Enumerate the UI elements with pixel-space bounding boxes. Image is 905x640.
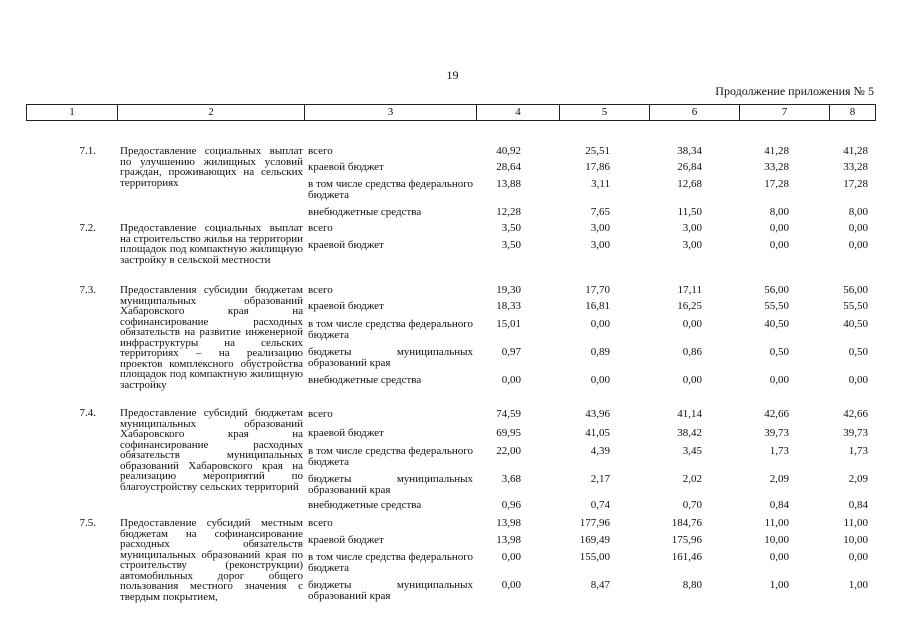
funding-source: в том числе средства федерального бюджета bbox=[308, 445, 473, 468]
value-cell: 16,81 bbox=[585, 300, 610, 312]
column-header: 5 bbox=[601, 106, 608, 118]
column-header: 8 bbox=[849, 106, 856, 118]
value-cell: 41,28 bbox=[843, 145, 868, 157]
value-cell: 10,00 bbox=[764, 534, 789, 546]
value-cell: 55,50 bbox=[843, 300, 868, 312]
measure-description: Предоставление социальных выплат на строительство жилья на территории площадок под компактную жилищную застройку в сельской местности bbox=[120, 222, 303, 266]
value-cell: 0,74 bbox=[590, 499, 610, 511]
value-cell: 56,00 bbox=[764, 284, 789, 296]
column-header: 3 bbox=[387, 106, 394, 118]
value-cell: 3,45 bbox=[682, 445, 702, 457]
value-cell: 0,00 bbox=[769, 551, 789, 563]
value-cell: 1,73 bbox=[848, 445, 868, 457]
value-cell: 0,00 bbox=[848, 222, 868, 234]
funding-source: бюджеты муниципальных образований края bbox=[308, 579, 473, 602]
value-cell: 11,50 bbox=[677, 206, 702, 218]
value-cell: 8,80 bbox=[682, 579, 702, 591]
value-cell: 42,66 bbox=[764, 408, 789, 420]
value-cell: 0,84 bbox=[769, 499, 789, 511]
value-cell: 2,09 bbox=[848, 473, 868, 485]
value-cell: 0,00 bbox=[501, 551, 521, 563]
value-cell: 0,70 bbox=[682, 499, 702, 511]
value-cell: 0,00 bbox=[682, 318, 702, 330]
funding-source: внебюджетные средства bbox=[308, 499, 422, 511]
value-cell: 18,33 bbox=[496, 300, 521, 312]
value-cell: 17,28 bbox=[843, 178, 868, 190]
continuation-label: Продолжение приложения № 5 bbox=[715, 84, 874, 98]
funding-source: в том числе средства федерального бюджета bbox=[308, 551, 473, 574]
value-cell: 1,73 bbox=[769, 445, 789, 457]
value-cell: 25,51 bbox=[585, 145, 610, 157]
measure-description: Предоставления субсидии бюджетам муниципальных образований Хабаровского края на софинансирование расходных обязательств на развитие инженерной инфраструктуры на сельских территориях – на реализацию проектов комплексного обустройства площадок под компактную жилищную застройку bbox=[120, 284, 303, 391]
row-number: 7.4. bbox=[79, 407, 96, 419]
value-cell: 26,84 bbox=[677, 161, 702, 173]
value-cell: 0,50 bbox=[769, 346, 789, 358]
value-cell: 22,00 bbox=[496, 445, 521, 457]
funding-source: краевой бюджет bbox=[308, 534, 384, 546]
value-cell: 40,50 bbox=[764, 318, 789, 330]
value-cell: 8,00 bbox=[769, 206, 789, 218]
funding-source: всего bbox=[308, 517, 333, 529]
column-header: 6 bbox=[691, 106, 698, 118]
funding-source: краевой бюджет bbox=[308, 239, 384, 251]
measure-description: Предоставление субсидий местным бюджетам на софинансирование расходных обязательств муниципальных образований края по строительству (реконструкции) автомобильных дорог общего пользования местного значения с твердым покрытием, bbox=[120, 517, 303, 603]
column-header: 2 bbox=[208, 106, 214, 118]
value-cell: 11,00 bbox=[843, 517, 868, 529]
value-cell: 8,47 bbox=[590, 579, 610, 591]
value-cell: 177,96 bbox=[579, 517, 610, 529]
value-cell: 69,95 bbox=[496, 427, 521, 439]
value-cell: 39,73 bbox=[764, 427, 789, 439]
value-cell: 4,39 bbox=[590, 445, 610, 457]
value-cell: 161,46 bbox=[671, 551, 702, 563]
value-cell: 0,00 bbox=[769, 374, 789, 386]
value-cell: 3,50 bbox=[501, 222, 521, 234]
value-cell: 55,50 bbox=[764, 300, 789, 312]
value-cell: 41,28 bbox=[764, 145, 789, 157]
row-number: 7.3. bbox=[79, 284, 96, 296]
funding-source: краевой бюджет bbox=[308, 427, 384, 439]
value-cell: 13,98 bbox=[496, 517, 521, 529]
value-cell: 0,00 bbox=[769, 222, 789, 234]
measure-description: Предоставление субсидий бюджетам муниципальных образований Хабаровского края на софинансирование расходных обязательств муниципальных образований Хабаровского края на реализацию мероприятий по благоустройству сельских территорий bbox=[120, 407, 303, 493]
value-cell: 33,28 bbox=[764, 161, 789, 173]
value-cell: 12,28 bbox=[496, 206, 521, 218]
value-cell: 7,65 bbox=[590, 206, 610, 218]
value-cell: 0,96 bbox=[501, 499, 521, 511]
value-cell: 0,00 bbox=[848, 239, 868, 251]
value-cell: 11,00 bbox=[764, 517, 789, 529]
value-cell: 3,68 bbox=[501, 473, 521, 485]
value-cell: 12,68 bbox=[677, 178, 702, 190]
funding-source: всего bbox=[308, 145, 333, 157]
value-cell: 15,01 bbox=[496, 318, 521, 330]
funding-source: всего bbox=[308, 408, 333, 420]
funding-source: краевой бюджет bbox=[308, 300, 384, 312]
column-header: 4 bbox=[515, 106, 521, 118]
value-cell: 28,64 bbox=[496, 161, 521, 173]
value-cell: 13,88 bbox=[496, 178, 521, 190]
value-cell: 38,34 bbox=[677, 145, 702, 157]
value-cell: 0,86 bbox=[682, 346, 702, 358]
value-cell: 169,49 bbox=[579, 534, 610, 546]
value-cell: 17,86 bbox=[585, 161, 610, 173]
value-cell: 39,73 bbox=[843, 427, 868, 439]
value-cell: 0,89 bbox=[590, 346, 610, 358]
funding-source: внебюджетные средства bbox=[308, 374, 422, 386]
value-cell: 33,28 bbox=[843, 161, 868, 173]
value-cell: 0,00 bbox=[590, 374, 610, 386]
funding-source: в том числе средства федерального бюджета bbox=[308, 318, 473, 341]
value-cell: 40,92 bbox=[496, 145, 521, 157]
value-cell: 3,00 bbox=[682, 239, 702, 251]
funding-source: в том числе средства федерального бюджета bbox=[308, 178, 473, 201]
value-cell: 0,00 bbox=[769, 239, 789, 251]
value-cell: 74,59 bbox=[496, 408, 521, 420]
value-cell: 1,00 bbox=[769, 579, 789, 591]
value-cell: 40,50 bbox=[843, 318, 868, 330]
value-cell: 3,00 bbox=[590, 222, 610, 234]
value-cell: 0,00 bbox=[590, 318, 610, 330]
value-cell: 10,00 bbox=[843, 534, 868, 546]
value-cell: 17,28 bbox=[764, 178, 789, 190]
value-cell: 42,66 bbox=[843, 408, 868, 420]
value-cell: 13,98 bbox=[496, 534, 521, 546]
row-number: 7.5. bbox=[79, 517, 96, 529]
value-cell: 3,11 bbox=[591, 178, 610, 190]
funding-source: внебюджетные средства bbox=[308, 206, 422, 218]
value-cell: 0,97 bbox=[501, 346, 521, 358]
value-cell: 2,17 bbox=[590, 473, 610, 485]
funding-source: всего bbox=[308, 222, 333, 234]
column-header: 1 bbox=[69, 106, 75, 118]
value-cell: 17,70 bbox=[585, 284, 610, 296]
value-cell: 38,42 bbox=[677, 427, 702, 439]
value-cell: 16,25 bbox=[677, 300, 702, 312]
value-cell: 19,30 bbox=[496, 284, 521, 296]
value-cell: 184,76 bbox=[671, 517, 702, 529]
funding-source: бюджеты муниципальных образований края bbox=[308, 346, 473, 369]
funding-source: бюджеты муниципальных образований края bbox=[308, 473, 473, 496]
funding-source: краевой бюджет bbox=[308, 161, 384, 173]
value-cell: 41,05 bbox=[585, 427, 610, 439]
value-cell: 0,00 bbox=[848, 551, 868, 563]
page-number: 19 bbox=[446, 68, 459, 82]
measure-description: Предоставление социальных выплат по улучшению жилищных условий граждан, проживающих на сельских территориях bbox=[120, 145, 303, 189]
value-cell: 56,00 bbox=[843, 284, 868, 296]
value-cell: 0,84 bbox=[848, 499, 868, 511]
column-header: 7 bbox=[781, 106, 788, 118]
value-cell: 0,50 bbox=[848, 346, 868, 358]
value-cell: 3,50 bbox=[501, 239, 521, 251]
value-cell: 8,00 bbox=[848, 206, 868, 218]
value-cell: 41,14 bbox=[677, 408, 702, 420]
value-cell: 2,02 bbox=[682, 473, 702, 485]
value-cell: 0,00 bbox=[501, 374, 521, 386]
value-cell: 43,96 bbox=[585, 408, 610, 420]
value-cell: 1,00 bbox=[848, 579, 868, 591]
value-cell: 17,11 bbox=[677, 284, 702, 296]
value-cell: 155,00 bbox=[579, 551, 610, 563]
value-cell: 175,96 bbox=[671, 534, 702, 546]
value-cell: 3,00 bbox=[682, 222, 702, 234]
value-cell: 0,00 bbox=[848, 374, 868, 386]
row-number: 7.2. bbox=[79, 222, 96, 234]
value-cell: 2,09 bbox=[769, 473, 789, 485]
funding-source: всего bbox=[308, 284, 333, 296]
value-cell: 3,00 bbox=[590, 239, 610, 251]
value-cell: 0,00 bbox=[501, 579, 521, 591]
row-number: 7.1. bbox=[79, 145, 96, 157]
value-cell: 0,00 bbox=[682, 374, 702, 386]
